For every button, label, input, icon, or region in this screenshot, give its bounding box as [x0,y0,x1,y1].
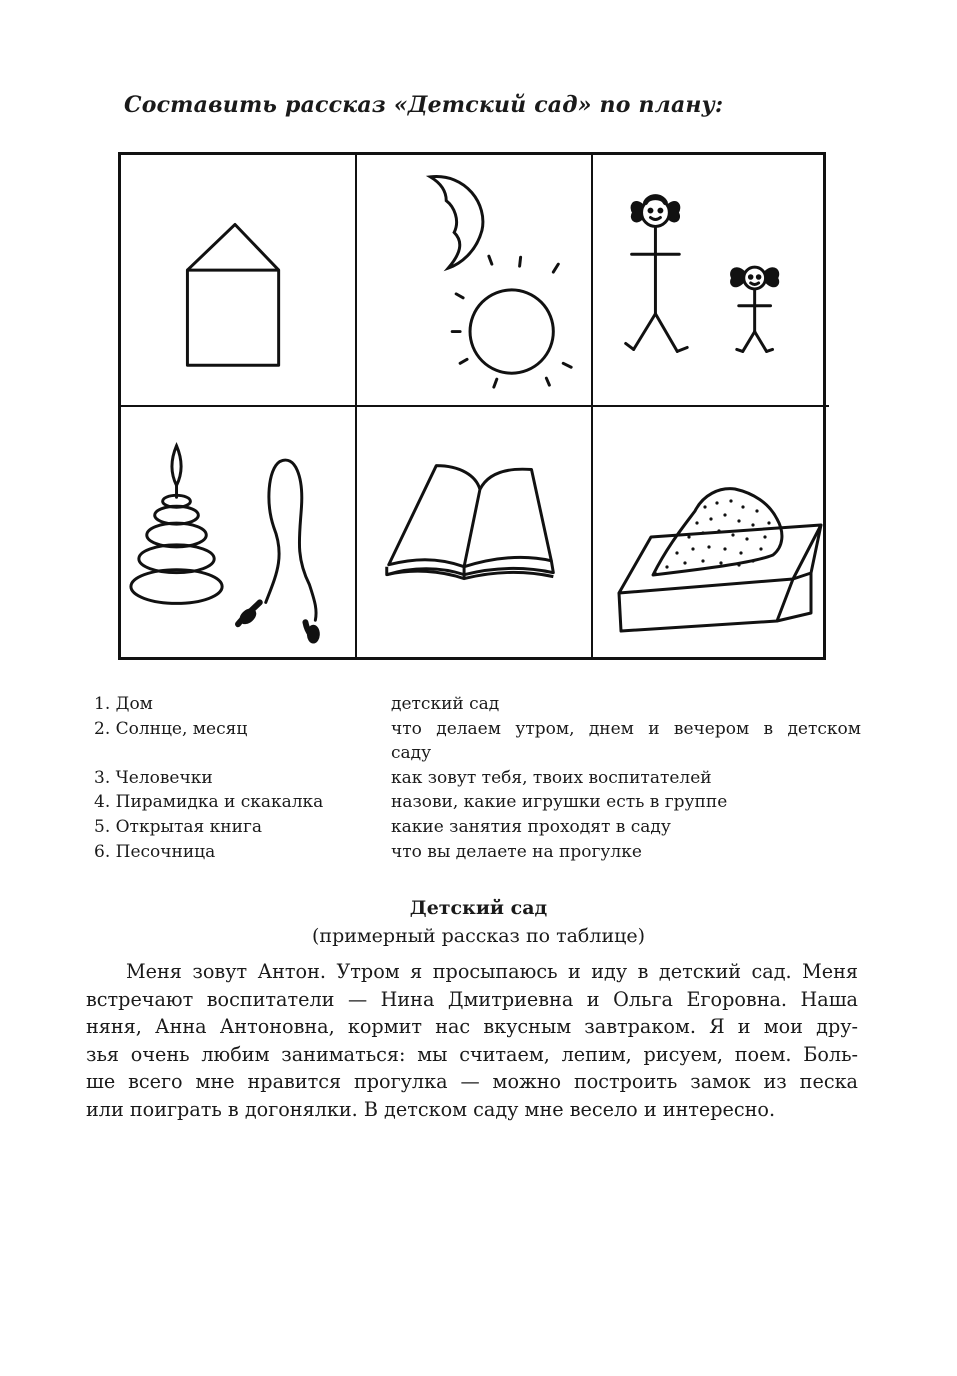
open-book-icon [357,407,591,659]
plan-item-6-label: 6. Песочница [94,841,216,862]
plan-item-2-label: 2. Солнце, месяц [94,718,248,739]
story-line-6: или поиграть в догонялки. В детском саду мне весело и интересно. [86,1097,776,1121]
story-line-5: ше всего мне нравится прогулка — можно построить замок из песка [86,1070,858,1093]
plan-item-2-spacer [94,741,384,766]
picture-cell-sandbox [593,407,829,659]
sandbox-icon [593,407,829,659]
plan-labels [94,692,384,864]
plan-item-3-desc: как зовут тебя, твоих воспитателей [391,767,712,788]
story-heading: Детский сад [409,897,548,919]
plan-item-6-desc: что вы делаете на прогулке [391,841,642,862]
plan-item-1-desc: детский сад [391,694,500,714]
story-subheading: (примерный рассказ по таблице) [312,925,645,947]
story-text [86,958,858,1123]
picture-cell-moon-sun [357,155,593,407]
story-line-3: няня, Анна Антоновна, кормит нас вкусным завтраком. Я и мои дру- [86,1015,858,1038]
pyramid-and-jump-rope-icon [121,407,355,659]
story-line-2: встречают воспитатели — Нина Дмитриевна и Ольга Егоровна. Наша [86,987,858,1011]
moon-and-sun-icon [357,155,591,405]
plan-item-3-label: 3. Человечки [94,767,213,788]
plan-item-4-label: 4. Пирамидка и скакалка [94,792,324,813]
plan-item-5-desc: какие занятия проходят в саду [391,816,671,837]
plan-item-4-desc: назови, какие игрушки есть в группе [391,792,728,813]
picture-table [118,152,826,660]
little-people-icon [593,155,829,405]
plan-item-2-desc-cont: саду [391,743,432,764]
plan-item-1-label: 1. Дом [94,694,153,714]
picture-cell-pyramid-rope [121,407,357,659]
story-line-4: зья очень любим заниматься: мы считаем, лепим, рисуем, поем. Боль- [86,1042,858,1066]
picture-cell-open-book [357,407,593,659]
picture-cell-house [121,155,357,407]
house-icon [121,155,355,405]
story-line-1: Меня зовут Антон. Утром я просыпаюсь и иду в детский сад. Меня [126,960,858,983]
task-title: Составить рассказ «Детский сад» по плану: [124,92,724,118]
plan-descriptions [391,692,861,864]
picture-cell-little-people [593,155,829,407]
plan-item-2-desc: что делаем утром, днем и вечером в детском [391,718,861,739]
plan-item-5-label: 5. Открытая книга [94,816,262,837]
